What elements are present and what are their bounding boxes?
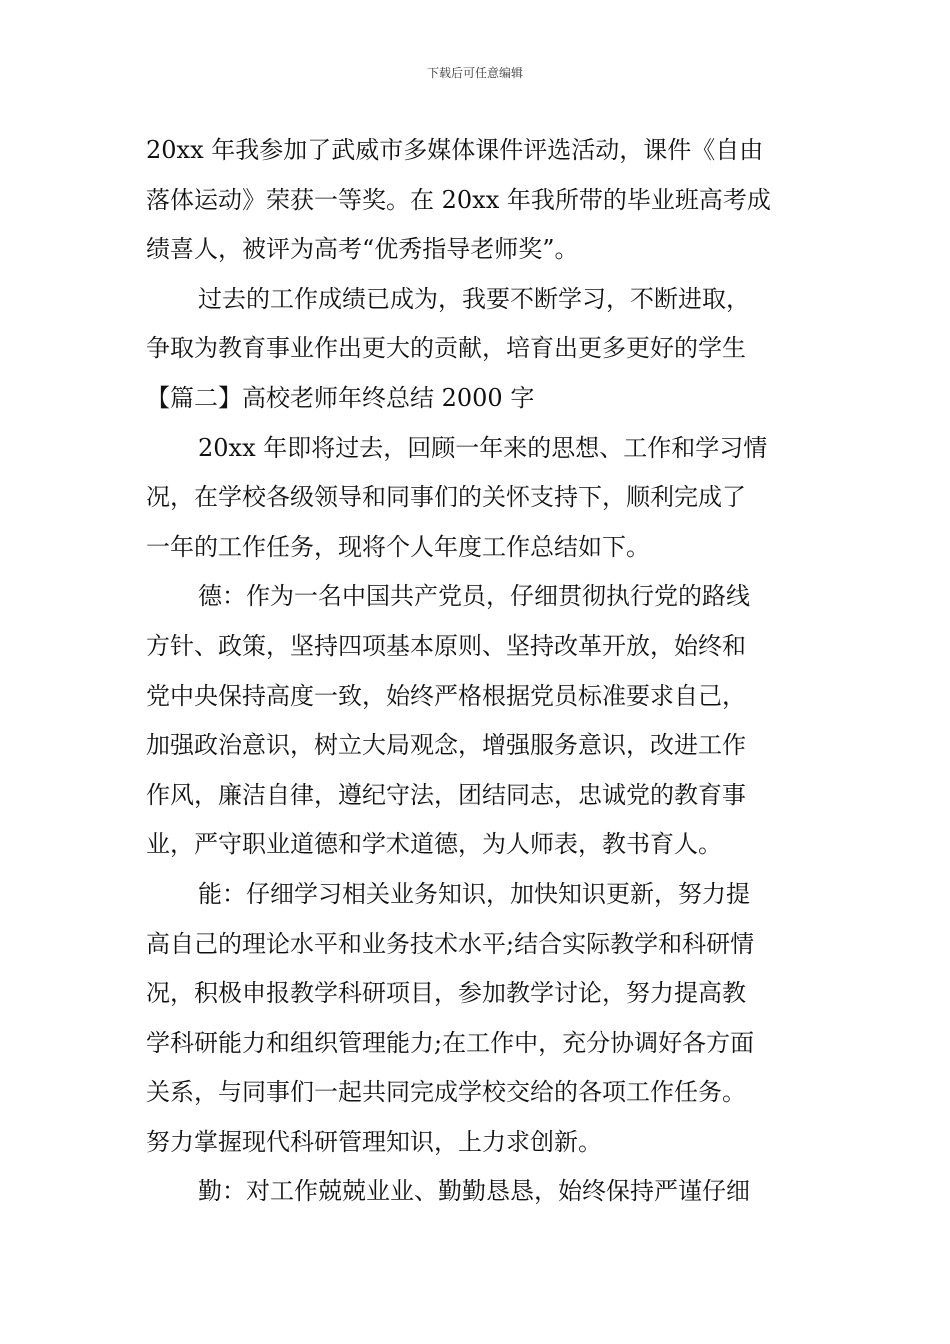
text-line: 德：作为一名中国共产党员，仔细贯彻执行党的路线: [198, 582, 750, 611]
text-line: 一年的工作任务，现将个人年度工作总结如下。: [146, 532, 650, 561]
page-header: 下载后可任意编辑: [426, 66, 523, 80]
text-line: 况，在学校各级领导和同事们的关怀支持下，顺利完成了: [146, 483, 746, 512]
document-body: [146, 126, 810, 1217]
text-line: 能：仔细学习相关业务知识，加快知识更新，努力提: [198, 879, 750, 908]
text-line: 加强政治意识，树立大局观念，增强服务意识，改进工作: [146, 731, 746, 760]
text-line: 学科研能力和组织管理能力;在工作中，充分协调好各方面: [146, 1028, 755, 1057]
text-line: 20xx 年我参加了武威市多媒体课件评选活动，课件《自由: [146, 136, 764, 164]
text-line: 党中央保持高度一致，始终严格根据党员标准要求自己，: [146, 681, 746, 710]
text-line: 20xx 年即将过去，回顾一年来的思想、工作和学习情: [198, 433, 768, 462]
text-line: 绩喜人，被评为高考“优秀指导老师奖”。: [146, 235, 579, 264]
text-line: 业，严守职业道德和学术道德，为人师表，教书育人。: [146, 830, 722, 859]
text-line: 落体运动》荣获一等奖。在 20xx 年我所带的毕业班高考成: [146, 185, 771, 214]
text-line: 高自己的理论水平和业务技术水平;结合实际教学和科研情: [146, 929, 755, 958]
text-line: 勤：对工作兢兢业业、勤勤恳恳，始终保持严谨仔细: [198, 1177, 750, 1206]
text-line: 过去的工作成绩已成为，我要不断学习，不断进取，: [198, 284, 750, 313]
section-heading: 【篇二】高校老师年终总结 2000 字: [146, 383, 535, 412]
text-line: 关系，与同事们一起共同完成学校交给的各项工作任务。: [146, 1078, 746, 1107]
text-line: 况，积极申报教学科研项目，参加教学讨论，努力提高教: [146, 979, 746, 1008]
text-line: 努力掌握现代科研管理知识，上力求创新。: [146, 1127, 602, 1156]
text-line: 方针、政策，坚持四项基本原则、坚持改革开放，始终和: [146, 631, 746, 660]
text-line: 争取为教育事业作出更大的贡献，培育出更多更好的学生: [146, 334, 746, 363]
text-line: 作风，廉洁自律，遵纪守法，团结同志，忠诚党的教育事: [146, 780, 746, 809]
